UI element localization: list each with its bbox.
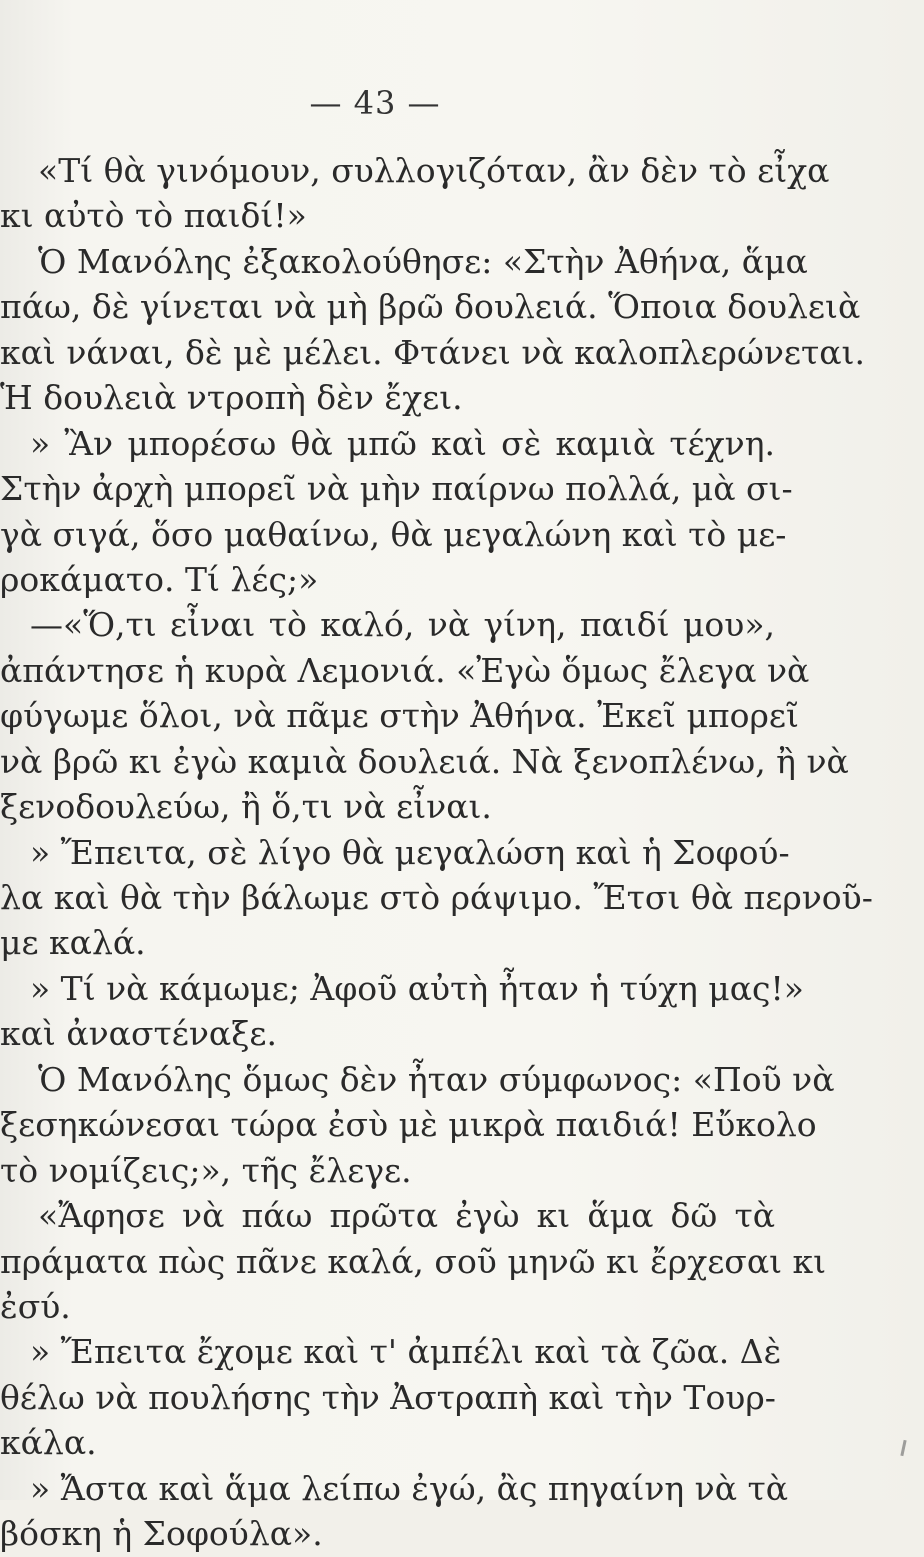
text-line: » Ἄστα καὶ ἅμα λείπω ἐγώ, ἂς πηγαίνη νὰ τὰ	[30, 1468, 789, 1508]
text-line: ἐσύ.	[0, 1286, 71, 1326]
text-line: βόσκη ἡ Σοφούλα».	[0, 1514, 323, 1554]
text-line: φύγωμε ὅλοι, νὰ πᾶμε στὴν Ἀθήνα. Ἐκεῖ μπορεῖ	[0, 696, 799, 736]
text-line: νὰ βρῶ κι ἐγὼ καμιὰ δουλειά. Νὰ ξενοπλένω, ἢ νὰ	[0, 741, 849, 781]
text-line: καὶ νάναι, δὲ μὲ μέλει. Φτάνει νὰ καλοπλερώνεται.	[0, 332, 865, 372]
text-line: ξενοδουλεύω, ἢ ὅ,τι νὰ εἶναι.	[0, 787, 492, 827]
paper-speck	[900, 1440, 906, 1456]
text-line: πράματα πὼς πᾶνε καλά, σοῦ μηνῶ κι ἔρχεσαι κι	[0, 1241, 827, 1281]
text-line: πάω, δὲ γίνεται νὰ μὴ βρῶ δουλειά. Ὅποια δουλειὰ	[0, 287, 861, 327]
text-line: Ὁ Μανόλης ἐξακολούθησε: «Στὴν Ἀθήνα, ἅμα	[38, 241, 808, 281]
text-line: » Ἔπειτα ἔχομε καὶ τ' ἀμπέλι καὶ τὰ ζῶα. Δὲ	[30, 1332, 782, 1372]
text-line: τὸ νομίζεις;», τῆς ἔλεγε.	[0, 1150, 412, 1190]
page-number: — 43 —	[309, 84, 441, 122]
text-line: » Ἂν μπορέσω θὰ μπῶ καὶ σὲ καμιὰ τέχνη.	[30, 423, 775, 463]
text-line: κι αὐτὸ τὸ παιδί!»	[0, 196, 307, 236]
text-line: «Τί θὰ γινόμουν, συλλογιζόταν, ἂν δὲν τὸ εἶχα	[38, 151, 830, 190]
text-line: ροκάματο. Τί λές;»	[0, 559, 319, 599]
text-line: Στὴν ἀρχὴ μπορεῖ νὰ μὴν παίρνω πολλά, μὰ σι-	[0, 469, 793, 509]
text-line: ξεσηκώνεσαι τώρα ἐσὺ μὲ μικρὰ παιδιά! Εὔκολο	[0, 1105, 817, 1145]
text-line: ἀπάντησε ἡ κυρὰ Λεμονιά. «Ἐγὼ ὅμως ἔλεγα νὰ	[0, 650, 810, 690]
text-line: «Ἄφησε νὰ πάω πρῶτα ἐγὼ κι ἅμα δῶ τὰ	[38, 1196, 775, 1236]
text-line: —«Ὅ,τι εἶναι τὸ καλό, νὰ γίνη, παιδί μου»,	[30, 605, 775, 645]
text-line: Ἡ δουλειὰ ντροπὴ δὲν ἔχει.	[0, 378, 463, 418]
text-line: λα καὶ θὰ τὴν βάλωμε στὸ ράψιμο. Ἔτσι θὰ περνοῦ-	[0, 878, 873, 917]
text-line: με καλά.	[0, 923, 146, 963]
text-line: Ὁ Μανόλης ὅμως δὲν ἦταν σύμφωνος: «Ποῦ νὰ	[38, 1059, 835, 1099]
text-line: καὶ ἀναστέναξε.	[0, 1014, 277, 1054]
text-line: θέλω νὰ πουλήσης τὴν Ἀστραπὴ καὶ τὴν Τουρ-	[0, 1377, 776, 1417]
text-line: » Ἔπειτα, σὲ λίγο θὰ μεγαλώση καὶ ἡ Σοφού-	[30, 832, 790, 872]
text-line: » Τί νὰ κάμωμε; Ἀφοῦ αὐτὴ ἦταν ἡ τύχη μας!»	[30, 968, 804, 1008]
body-text	[0, 148, 873, 1557]
text-line: γὰ σιγά, ὅσο μαθαίνω, θὰ μεγαλώνη καὶ τὸ με-	[0, 514, 787, 554]
text-line: κάλα.	[0, 1423, 97, 1463]
